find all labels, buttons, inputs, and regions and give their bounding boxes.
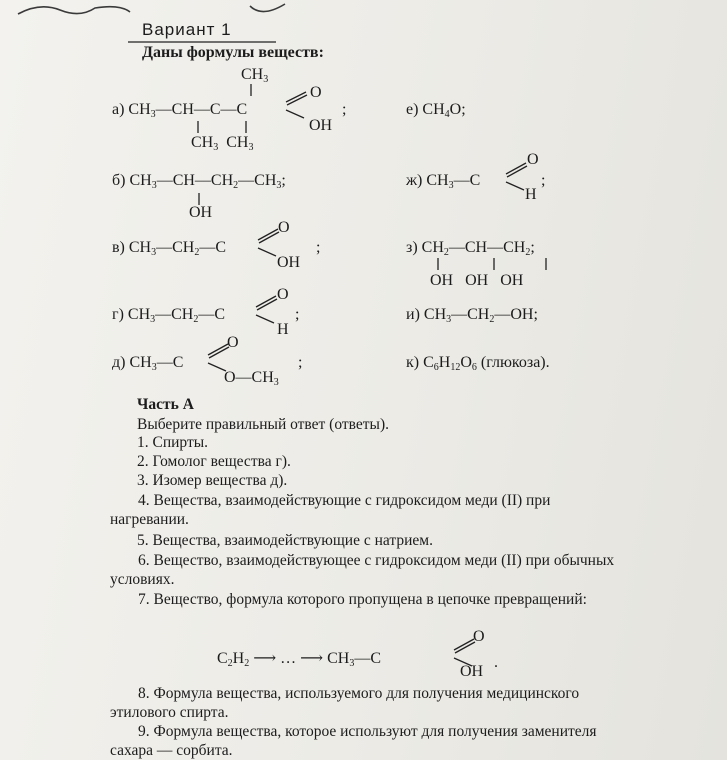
textbook-page: Вариант 1 Даны формулы веществ: $CH_3$ а) $CH_3—CH—C—C$ O OH ; $CH_3$ $CH_3$ е) $CH_4O$; б) $CH_3—CH—CH_2—CH_3$; OH ж) $CH_3—C$ O H ; в) $CH_3—CH_2—C$ O OH ; з) $CH_2—CH—CH_2$; OH OH OH г) $CH_3—CH_2—C$ O H ; и) $CH_3—CH_2—OH$; д) $CH_3—C$ O $O—CH_3$ ; к) $C_6H_{12}O_6$ (глюкоза). Часть А Выберите правильный ответ (ответы). 1. Спирты. 2. Гомолог вещества г). 3. Изомер вещества д). 4. Вещества, взаимодействующие с гидроксидом меди (II) при нагревании. 5. Вещества, взаимодействующие с натрием. 6. Вещество, взаимодействующее с гидроксидом меди (II) при обычных условиях. 7. Вещество, формула которого пропущена в цепочке превращений: $C_2H_2$ ⟶ … ⟶ $CH_3—C$ O OH . 8. Формула вещества, используемого для получения медицинского этилового спирта. 9. Формула вещества, которое используют для получения заменителя сахара — сорбита. (0, 0, 727, 760)
question-6: 6. Вещество, взаимодействующее с гидроксидом меди (II) при обычных условиях. (110, 552, 615, 588)
question-4: 4. Вещества, взаимодействующие с гидроксидом меди (II) при нагревании. (110, 492, 551, 528)
substance-e: е) $CH_4O$; (406, 101, 466, 120)
question-7: 7. Вещество, формула которого пропущена в цепочке превращений: (138, 591, 587, 608)
substance-i: и) $CH_3—CH_2—OH$; (406, 306, 538, 325)
question-1: 1. Спирты. (137, 434, 209, 451)
question-5: 5. Вещества, взаимодействующие с натрием. (137, 532, 433, 549)
handwriting-scribble (0, 0, 400, 22)
variant-title: Вариант 1 (142, 20, 232, 39)
part-title: Часть А (137, 396, 194, 413)
substance-k: к) $C_6H_{12}O_6$ (глюкоза). (406, 354, 550, 373)
question-2: 2. Гомолог вещества г). (137, 453, 291, 470)
intro-text: Даны формулы веществ: (142, 44, 324, 61)
instruction: Выберите правильный ответ (ответы). (137, 416, 389, 433)
question-3: 3. Изомер вещества д). (137, 472, 288, 489)
question-9: 9. Формула вещества, которое используют для получения заменителя сахара — сорбита. (110, 723, 597, 759)
question-8: 8. Формула вещества, используемого для получения медицинского этилового спирта. (110, 685, 580, 721)
